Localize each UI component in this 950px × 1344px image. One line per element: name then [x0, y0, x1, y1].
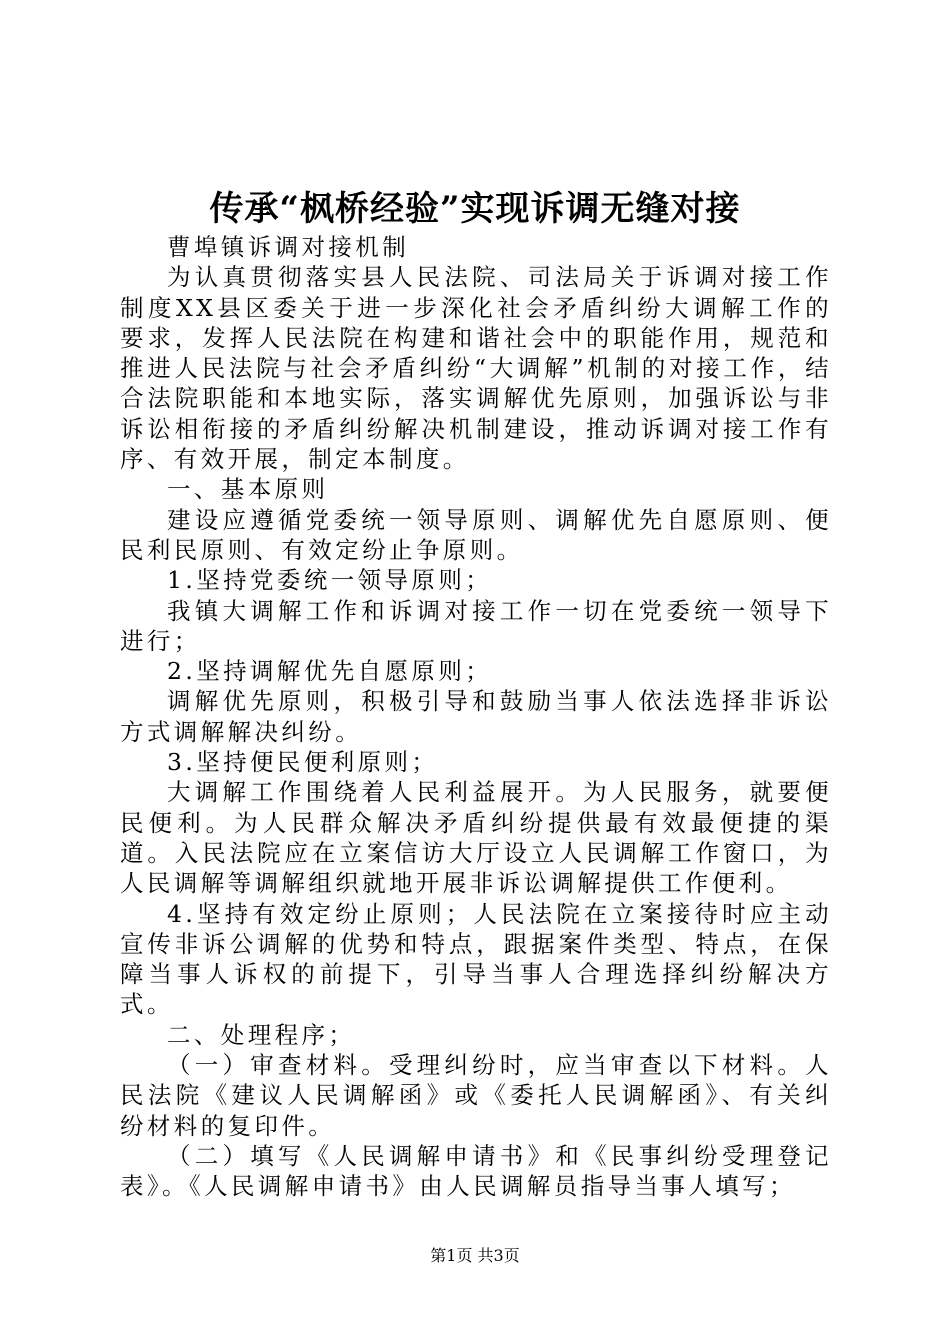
paragraph-item-3: 大调解工作围绕着人民利益展开。为人民服务，就要便民便利。为人民群众解决矛盾纠纷提供最有效最便捷的渠道。入民法院应在立案信访大厅设立人民调解工作窗口，为人民调解等调解组织就地开展非诉讼调解提供工作便利。	[120, 778, 832, 898]
section-heading-principles: 一、基本原则	[167, 475, 329, 504]
item-heading-3: 3.坚持便民便利原则；	[167, 748, 439, 777]
item-heading-1: 1.坚持党委统一领导原则；	[167, 566, 493, 595]
section-heading-procedure: 二、处理程序；	[167, 1020, 356, 1049]
item-heading-2: 2.坚持调解优先自愿原则；	[167, 657, 493, 686]
paragraph-intro: 为认真贯彻落实县人民法院、司法局关于诉调对接工作制度XX县区委关于进一步深化社会矛盾纠纷大调解工作的要求，发挥人民法院在构建和谐社会中的职能作用，规范和推进人民法院与社会矛盾纠纷“大调解”机制的对接工作，结合法院职能和本地实际，落实调解优先原则，加强诉讼与非诉讼相衔接的矛盾纠纷解决机制建设，推动诉调对接工作有序、有效开展，制定本制度。	[120, 263, 832, 474]
paragraph-principles: 建设应遵循党委统一领导原则、调解优先自愿原则、便民利民原则、有效定纷止争原则。	[120, 505, 832, 564]
document-body	[120, 232, 832, 1202]
paragraph-item-1: 我镇大调解工作和诉调对接工作一切在党委统一领导下进行；	[120, 596, 832, 655]
paragraph-item-2: 调解优先原则，积极引导和鼓励当事人依法选择非诉讼方式调解解决纠纷。	[120, 687, 832, 746]
paragraph-subtitle: 曹埠镇诉调对接机制	[167, 233, 410, 261]
paragraph-item-4: 4.坚持有效定纷止原则；人民法院在立案接待时应主动宣传非诉公调解的优势和特点，跟据案件类型、特点，在保障当事人诉权的前提下，引导当事人合理选择纠纷解决方式。	[120, 899, 832, 1019]
page-number-footer: 第1页 共3页	[430, 1246, 520, 1265]
paragraph-procedure-2: （二）填写《人民调解申请书》和《民事纠纷受理登记表》。《人民调解申请书》由人民调解员指导当事人填写；	[120, 1141, 832, 1201]
paragraph-procedure-1: （一）审查材料。受理纠纷时，应当审查以下材料。人民法院《建议人民调解函》或《委托人民调解函》、有关纠纷材料的复印件。	[120, 1051, 832, 1140]
document-title: 传承“枫桥经验”实现诉调无缝对接	[209, 189, 741, 229]
